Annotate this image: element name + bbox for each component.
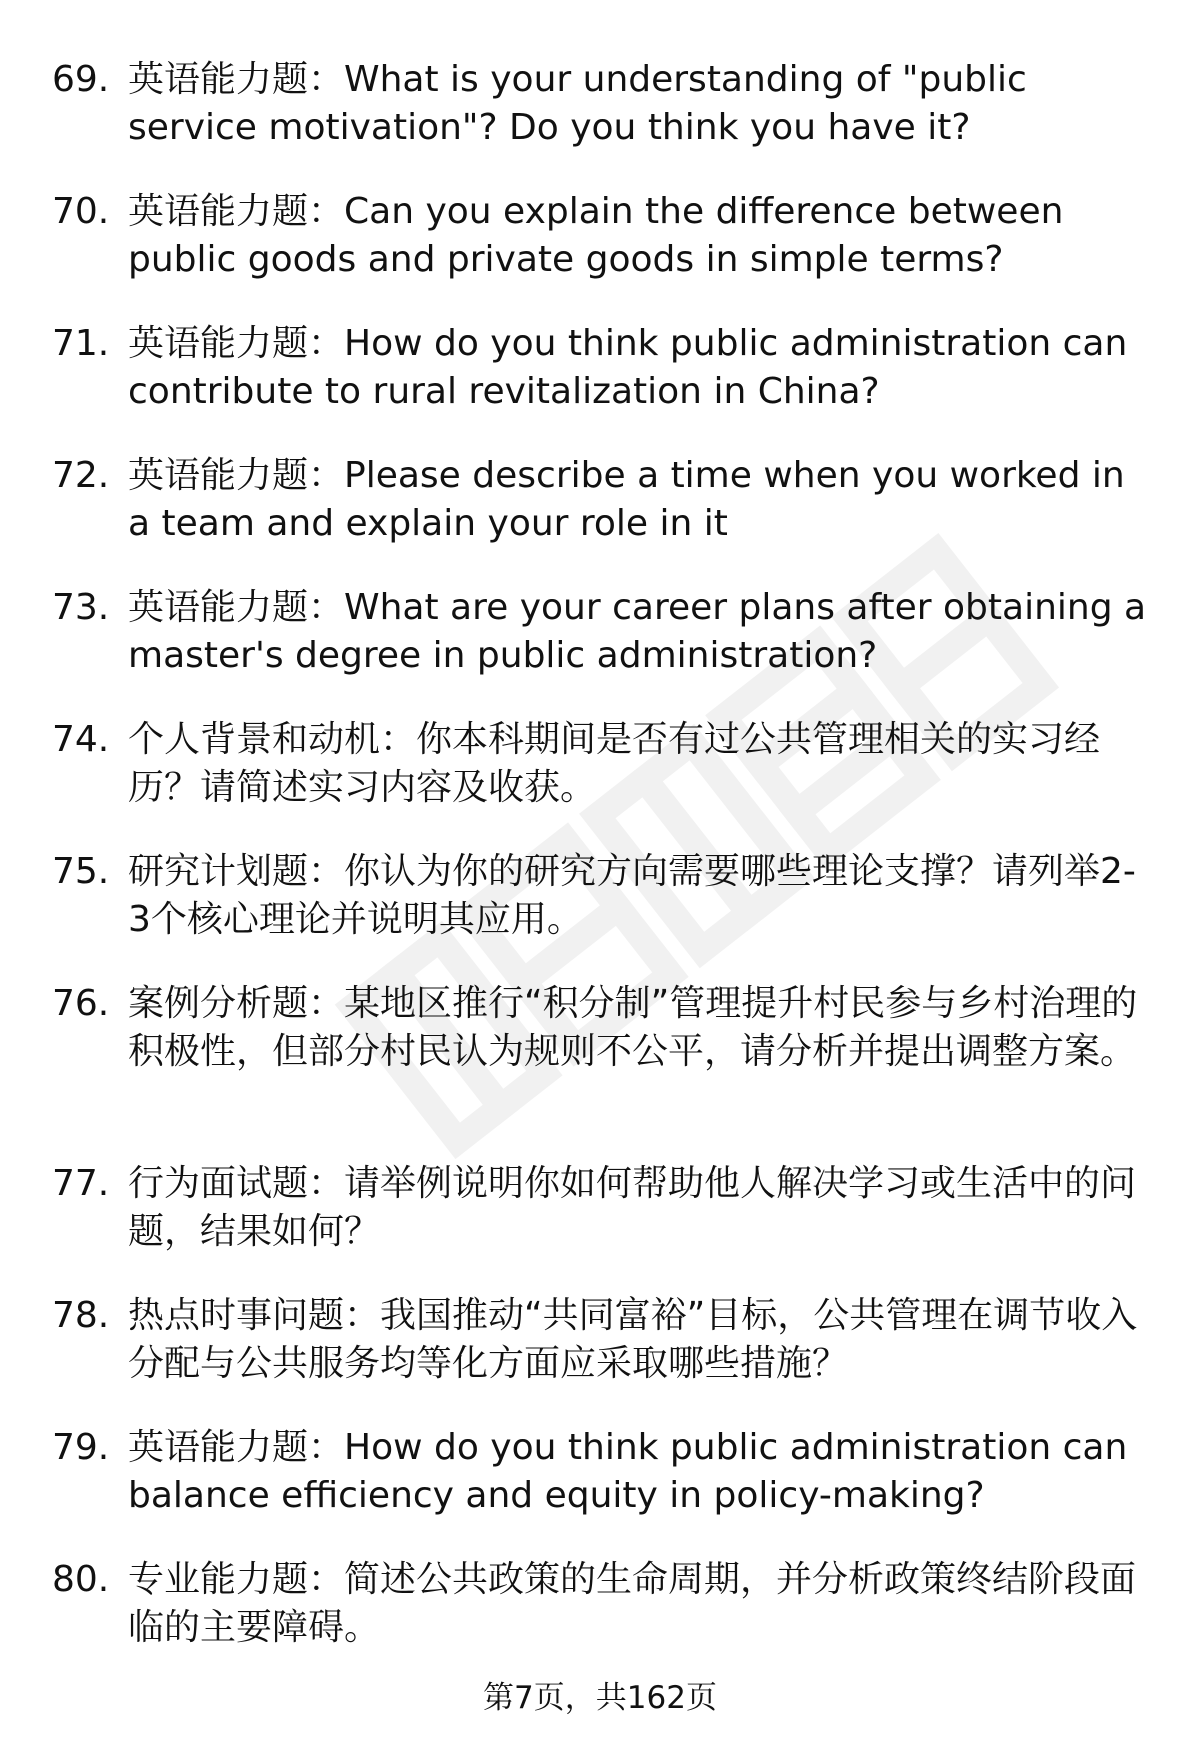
question-number: 69. <box>52 59 110 100</box>
question-number: 80. <box>52 1559 110 1600</box>
question-number: 71. <box>52 323 110 364</box>
question-item <box>0 452 1200 584</box>
question-item <box>0 1556 1200 1688</box>
question-text: 研究计划题：你认为你的研究方向需要哪些理论支撑？请列举2-3个核心理论并说明其应用。 <box>128 851 1136 940</box>
question-text: 英语能力题：Can you explain the difference between public goods and private goods in simple terms? <box>128 191 1064 280</box>
question-number: 72. <box>52 455 110 496</box>
question-text: 英语能力题：How do you think public administration can contribute to rural revitalization in China? <box>128 323 1128 412</box>
question-number: 74. <box>52 719 110 760</box>
question-item <box>0 320 1200 452</box>
question-item <box>0 716 1200 848</box>
question-item <box>0 1292 1200 1424</box>
question-text: 热点时事问题：我国推动“共同富裕”目标，公共管理在调节收入分配与公共服务均等化方面应采取哪些措施？ <box>128 1295 1138 1384</box>
question-item <box>0 188 1200 320</box>
page-number-label: 第7页，共162页 <box>483 1680 717 1716</box>
question-text: 个人背景和动机：你本科期间是否有过公共管理相关的实习经历？请简述实习内容及收获。 <box>128 719 1101 808</box>
question-number: 78. <box>52 1295 110 1336</box>
question-number: 79. <box>52 1427 110 1468</box>
question-list <box>0 56 1200 1688</box>
question-number: 76. <box>52 983 110 1024</box>
question-item <box>0 1424 1200 1556</box>
question-item <box>0 1160 1200 1292</box>
question-item <box>0 584 1200 716</box>
question-number: 75. <box>52 851 110 892</box>
question-text: 案例分析题：某地区推行“积分制”管理提升村民参与乡村治理的积极性，但部分村民认为规则不公平，请分析并提出调整方案。 <box>128 983 1138 1072</box>
question-number: 77. <box>52 1163 110 1204</box>
question-number: 73. <box>52 587 110 628</box>
question-text: 英语能力题：Please describe a time when you worked in a team and explain your role in it <box>128 455 1125 544</box>
question-text: 行为面试题：请举例说明你如何帮助他人解决学习或生活中的问题，结果如何？ <box>128 1163 1137 1252</box>
question-text: 英语能力题：How do you think public administration can balance efficiency and equity in policy-making? <box>128 1427 1128 1516</box>
question-text: 英语能力题：What is your understanding of "public service motivation"? Do you think you have it? <box>128 59 1027 148</box>
page-footer <box>0 1676 1200 1720</box>
question-item <box>0 56 1200 188</box>
question-item <box>0 848 1200 980</box>
question-text: 英语能力题：What are your career plans after obtaining a master's degree in public administration? <box>128 587 1147 676</box>
question-item <box>0 980 1200 1160</box>
question-text: 专业能力题：简述公共政策的生命周期，并分析政策终结阶段面临的主要障碍。 <box>128 1559 1137 1648</box>
question-number: 70. <box>52 191 110 232</box>
